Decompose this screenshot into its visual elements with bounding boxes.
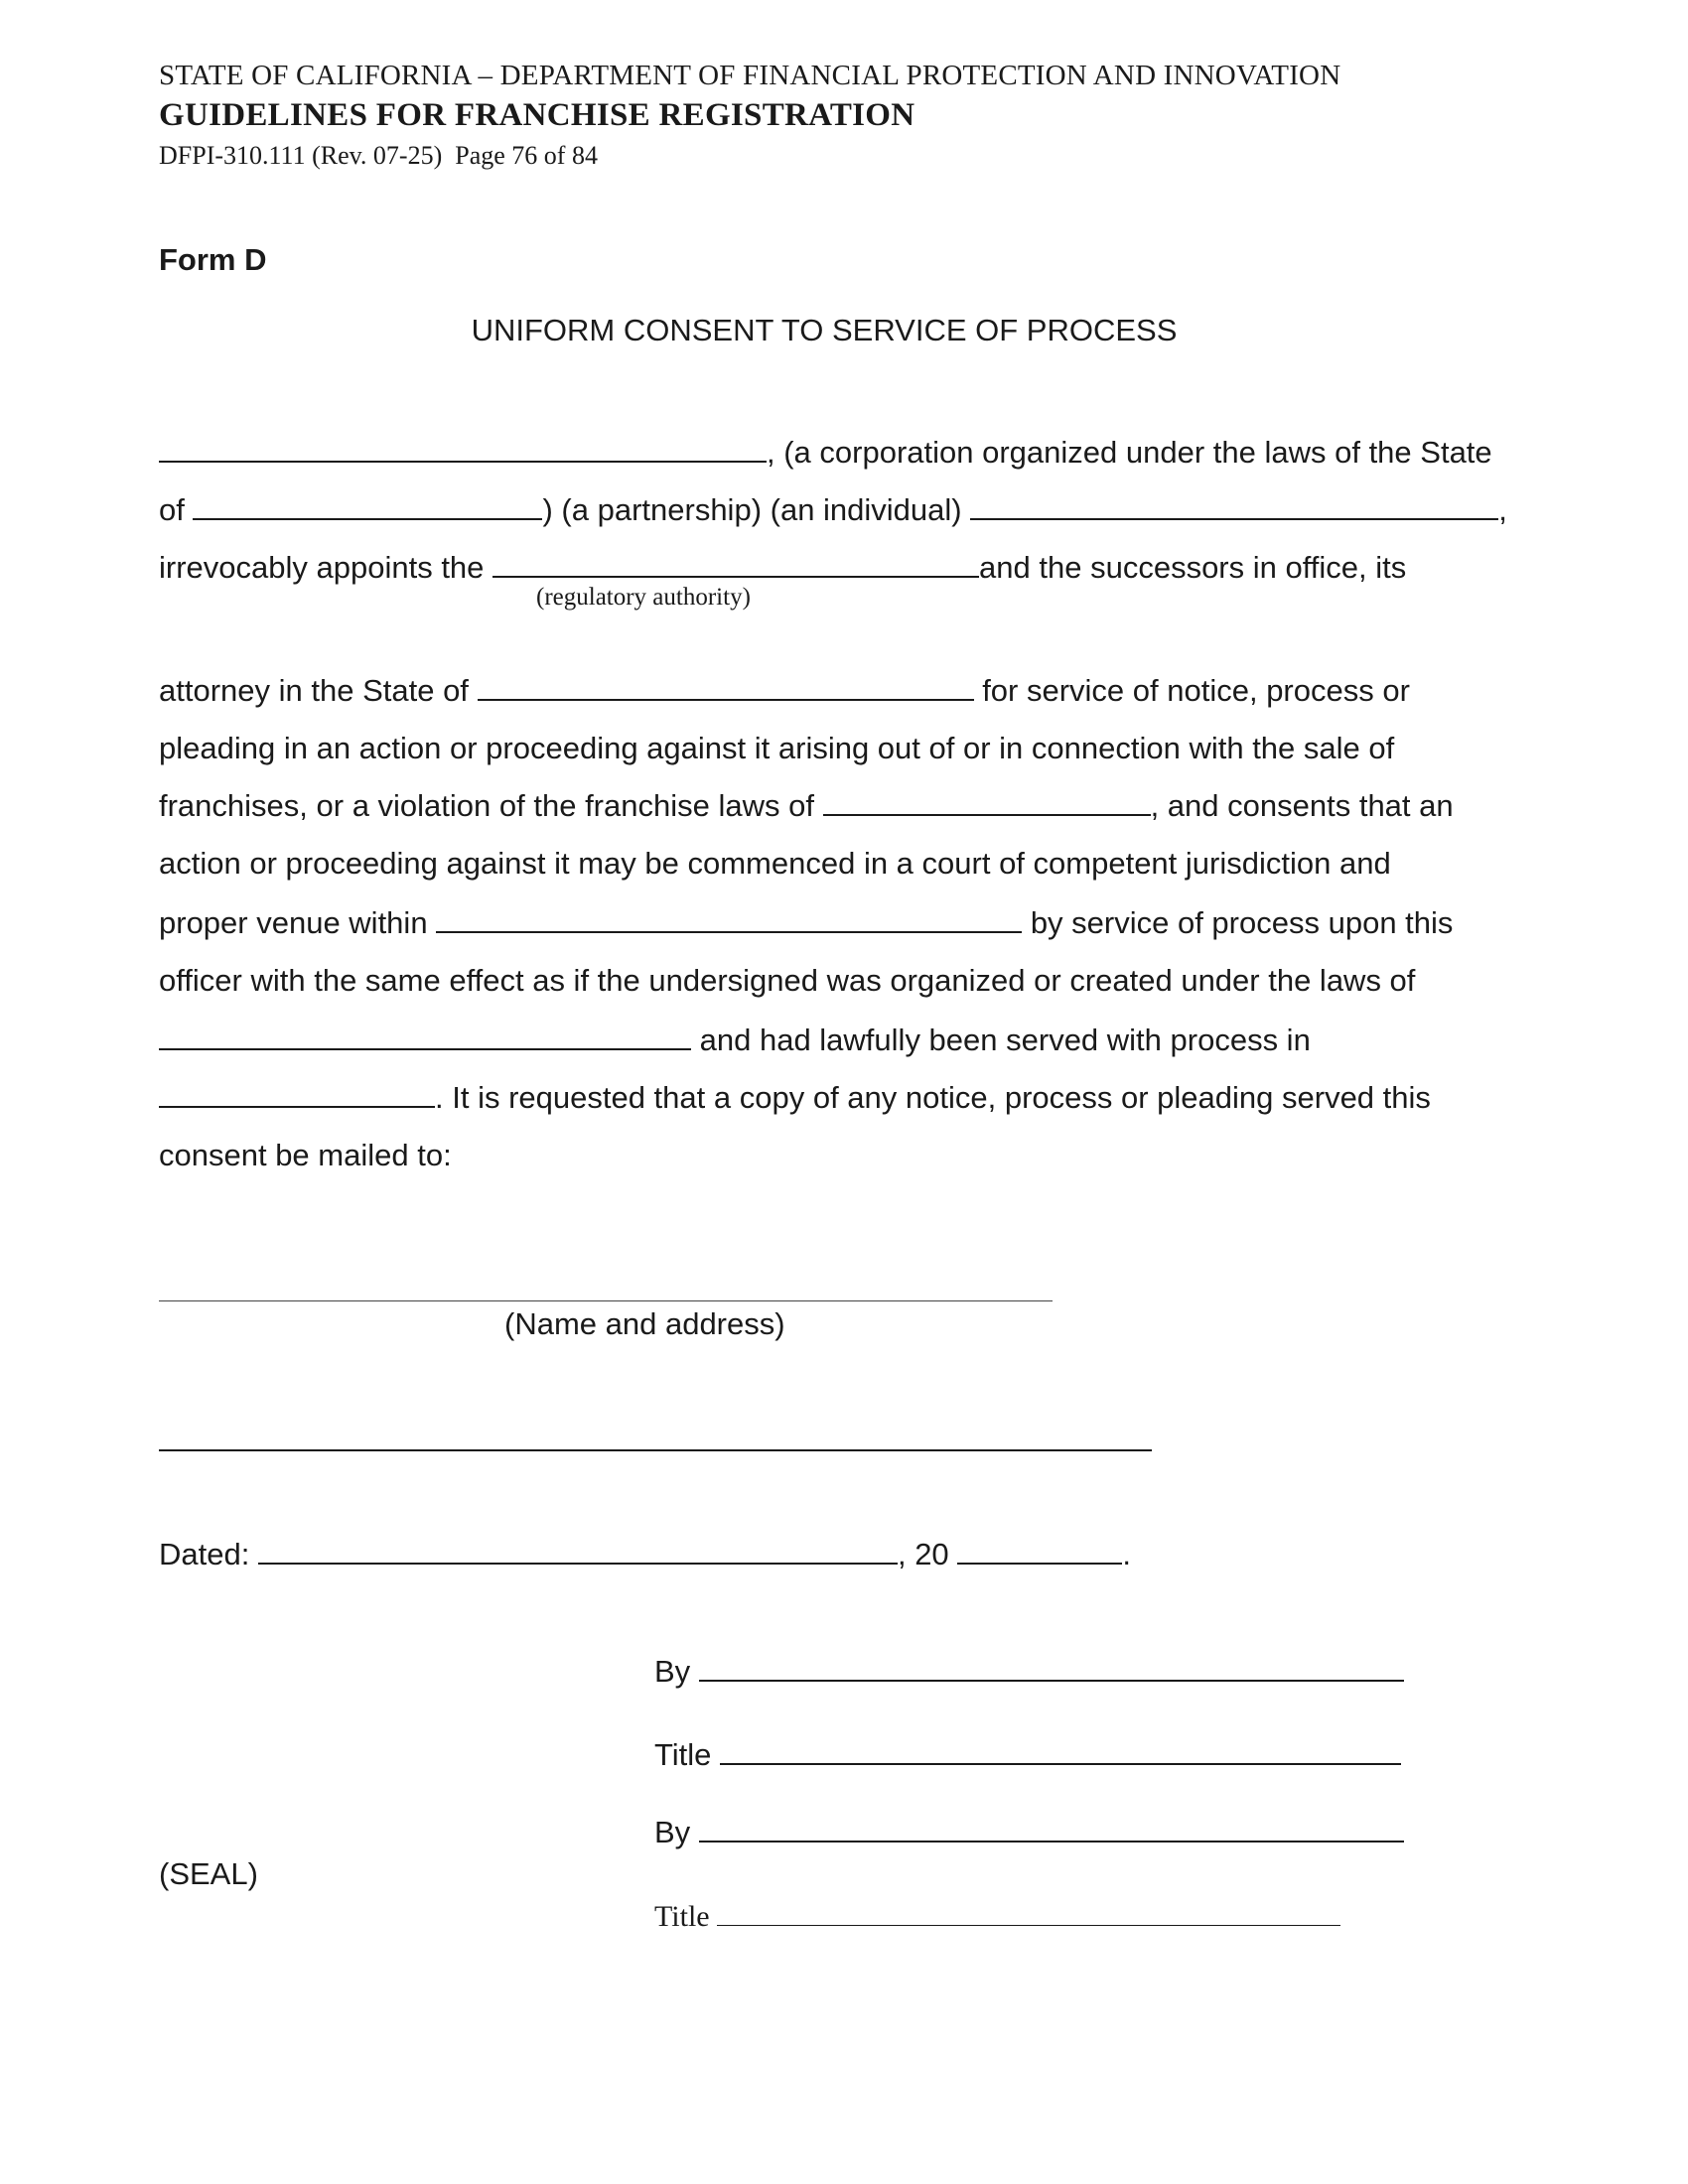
title-1-blank[interactable] — [720, 1737, 1401, 1765]
body-line-12: consent be mailed to: — [159, 1138, 452, 1172]
year-blank[interactable] — [957, 1537, 1122, 1565]
regulatory-authority-blank[interactable] — [492, 550, 979, 578]
address-continuation-line[interactable] — [159, 1449, 1152, 1451]
form-label: Form D — [159, 242, 267, 277]
title-label: Title — [654, 1900, 710, 1933]
regulatory-authority-caption: (regulatory authority) — [536, 584, 751, 611]
by-2-blank[interactable] — [699, 1815, 1404, 1843]
entity-name-blank[interactable] — [970, 492, 1498, 520]
body-text: of — [159, 492, 185, 527]
seal-label: (SEAL) — [159, 1856, 258, 1891]
body-line-11 — [159, 1080, 1431, 1116]
page-number: Page 76 of 84 — [455, 141, 598, 170]
body-text: . It is requested that a copy of any notice, process or pleading served this — [435, 1080, 1431, 1115]
title-2-blank[interactable] — [717, 1901, 1340, 1926]
attorney-state-blank[interactable] — [478, 673, 974, 701]
body-line-5: pleading in an action or proceeding against it arising out of or in connection with the sale of — [159, 731, 1395, 765]
body-text: , and consents that an — [1150, 788, 1454, 823]
body-text: by service of process upon this — [1030, 905, 1454, 940]
venue-blank[interactable] — [436, 905, 1022, 933]
body-text: franchises, or a violation of the franchise laws of — [159, 788, 814, 823]
served-in-state-blank[interactable] — [159, 1080, 435, 1108]
body-text: for service of notice, process or — [982, 673, 1410, 708]
body-text: proper venue within — [159, 905, 428, 940]
body-line-9: officer with the same effect as if the undersigned was organized or created under the laws of — [159, 963, 1416, 998]
body-text: ) (a partnership) (an individual) — [542, 492, 962, 527]
signature-by-1 — [654, 1654, 1404, 1690]
name-and-address-caption: (Name and address) — [504, 1306, 785, 1341]
signature-title-2 — [654, 1900, 1340, 1934]
by-label: By — [654, 1654, 691, 1689]
body-line-8 — [159, 905, 1453, 941]
franchise-laws-state-blank[interactable] — [823, 788, 1151, 816]
dated-line — [159, 1537, 1131, 1572]
body-line-3 — [159, 550, 1406, 586]
body-text: and had lawfully been served with process in — [699, 1023, 1311, 1057]
laws-of-state-blank[interactable] — [159, 1023, 691, 1050]
form-reference-line — [159, 141, 598, 171]
body-text: and the successors in office, its — [979, 550, 1407, 585]
form-reference: DFPI-310.111 (Rev. 07-25) — [159, 141, 443, 170]
signature-title-1 — [654, 1737, 1401, 1773]
date-blank[interactable] — [258, 1537, 898, 1565]
agency-header: STATE OF CALIFORNIA – DEPARTMENT OF FINANCIAL PROTECTION AND INNOVATION — [159, 60, 1341, 91]
title-label: Title — [654, 1737, 712, 1772]
state-of-organization-blank[interactable] — [193, 492, 542, 520]
name-and-address-line[interactable] — [159, 1300, 1053, 1301]
signature-by-2 — [654, 1815, 1404, 1850]
guidelines-title: GUIDELINES FOR FRANCHISE REGISTRATION — [159, 97, 915, 133]
by-1-blank[interactable] — [699, 1654, 1404, 1682]
body-line-2 — [159, 492, 1507, 528]
body-text: attorney in the State of — [159, 673, 469, 708]
dated-label: Dated: — [159, 1537, 250, 1571]
body-text: , — [1498, 492, 1507, 527]
body-line-1 — [159, 435, 1492, 471]
body-line-6 — [159, 788, 1454, 824]
body-line-10 — [159, 1023, 1311, 1058]
body-text: , (a corporation organized under the laws of the State — [767, 435, 1492, 470]
company-name-blank[interactable] — [159, 435, 767, 463]
body-text: irrevocably appoints the — [159, 550, 485, 585]
body-line-4 — [159, 673, 1410, 709]
by-label: By — [654, 1815, 691, 1849]
body-line-7: action or proceeding against it may be commenced in a court of competent jurisdiction and — [159, 846, 1391, 881]
year-prefix: , 20 — [897, 1537, 949, 1571]
dated-end: . — [1122, 1537, 1131, 1571]
form-title: UNIFORM CONSENT TO SERVICE OF PROCESS — [471, 313, 1178, 347]
